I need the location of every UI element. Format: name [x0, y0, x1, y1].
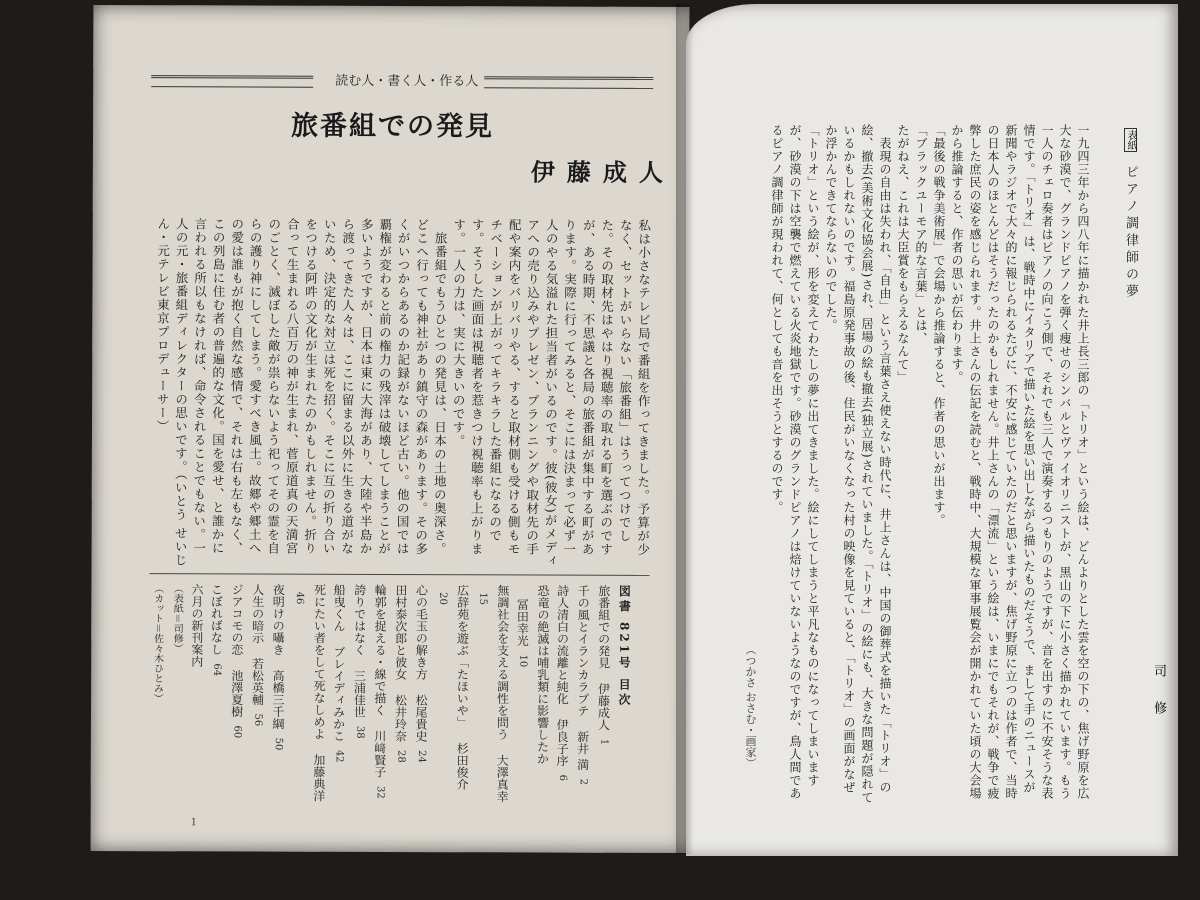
toc-entry — [390, 584, 411, 809]
right-signature: （つかさ おさむ・画家） — [744, 644, 757, 769]
toc-entry — [551, 585, 572, 810]
toc-entry-page: 60 — [231, 725, 243, 739]
series-label: 読む人・書く人・作る人 — [329, 70, 484, 90]
toc-entry-page: 32 — [374, 785, 386, 799]
toc-entry-page: 2 — [577, 778, 589, 785]
toc-entry-author: 伊良子序 — [555, 718, 570, 767]
toc-entry-title: 旅番組での発見 — [596, 584, 611, 669]
toc-entry-author: 伊藤成人 — [596, 682, 611, 731]
page-number: 1 — [190, 817, 198, 829]
toc-entry-page: 24 — [415, 750, 427, 763]
toc-entry — [431, 584, 472, 809]
cover-credit: （表紙＝司修） — [171, 583, 183, 654]
toc-entry-title: 詩人清白の流離と純化 — [555, 584, 570, 705]
toc-entry-author: 川﨑賢子 — [372, 729, 387, 778]
toc-entry-page: 6 — [556, 774, 569, 781]
toc-entry-title: 誇りではなく — [352, 583, 367, 656]
toc-entry-author: 松井玲奈 — [393, 694, 408, 743]
toc-entry — [369, 584, 390, 809]
cover-tag: 表紙 — [1125, 130, 1136, 150]
toc-entry-author: 加藤典洋 — [311, 753, 326, 802]
toc-entry-page: 50 — [272, 737, 284, 751]
right-header — [1100, 128, 1140, 388]
toc-entry-page: 1 — [598, 738, 610, 746]
toc-entry — [511, 584, 552, 809]
left-page — [91, 5, 690, 853]
toc-entry-author: 新井 満 — [575, 730, 590, 771]
toc-entry-author: 冨田幸光 — [515, 598, 530, 647]
toc-entry-page: 28 — [395, 750, 407, 763]
article-title: 旅番組での発見 — [291, 110, 495, 143]
toc-entry-title: 千の風とイランカラプテ — [575, 584, 591, 717]
toc-entry-title: 六月の新刊案内 — [189, 583, 204, 668]
toc-entry-author: ブレイディみかこ — [331, 645, 346, 742]
toc-entry — [288, 584, 329, 809]
toc-entry-title: 輪郭を捉える・線で描く — [372, 583, 388, 716]
table-of-contents — [151, 583, 634, 810]
toc-entry-title: 広辞苑を遊ぶ「たほいや」 — [455, 584, 470, 729]
series-rule-right — [477, 76, 653, 89]
toc-entry — [205, 583, 226, 808]
toc-entry-title: ジアコモの恋 — [229, 583, 245, 656]
toc-entry-title: こぼればなし — [209, 583, 224, 656]
toc-entry — [471, 584, 512, 809]
toc-rule — [149, 573, 649, 576]
toc-entry — [410, 584, 431, 809]
toc-entry-title: 夜明けの囁き — [271, 583, 286, 656]
right-title: ピアノ調律師の夢 — [1123, 165, 1138, 302]
toc-entry — [328, 584, 349, 809]
toc-entry-title: 心の毛玉の解き方 — [414, 584, 429, 681]
toc-entry-title: 人生の暗示 — [250, 583, 265, 644]
toc-entry-author: 若松英輔 — [250, 657, 265, 706]
toc-entry — [226, 583, 247, 808]
toc-entry-author: 高橋三千綱 — [270, 669, 286, 730]
toc-list — [186, 583, 614, 809]
toc-title: 図書 821号 目次 — [617, 584, 632, 709]
series-rule-left — [151, 75, 313, 88]
toc-entry-author: 池澤夏樹 — [229, 669, 244, 718]
article-author: 伊藤成人 — [530, 157, 675, 187]
toc-entry-page: 10 — [517, 654, 529, 668]
toc-entry-title: 田村泰次郎と彼女 — [393, 584, 408, 681]
right-body: 一九四三年から四八年に描かれた井上長三郎の「トリオ」という絵は、どんよりとした雲を空の下の、焦げ野原を広大な砂漠で、グランドピアノを弾く痩せのシンバルとヴァイオリニストが、黒山の下に小さく描かれています。もう一人のチェロ奏者はピアノの向こう側で、それでも三人で演奏するつもりのようですが、音を出すのに不安そうな表情です。「トリオ」は、戦時中にイタリアで描いた絵を思い出しながら描いたものだそうで、まして手のニュースが新聞やラジオで大々的に報じられるたびに、不安に感じていたのだと思いますが、焦げ野原に立つのは作者で、当時の日本人のほとんどはそうだったのかもしれません。井上さんの「漂流」という絵は、いまにでもそれが、戦争で疲弊した庶民の姿を感じられます。井上さんの伝記を読むと、戦時中、大規模な軍事展覧会が開かれていた頃の大会場から推論すると、作者の思いが伝わります。 「最後の戦争美術展」で会場から推論すると、作者の思いが出ます。 「ブラックユーモア的な言葉」とは、 たがねえ、これは大臣賞をもらえるなんて」 表現の自由は失われ、「自由」という言葉さえ使えない時代に、井上さんは、中国の御葬式を描いた「トリオ」の絵、撤去(美術文化協会展)され、居場の絵も撤去(独立展)されていました。「トリオ」の絵にも、大きな問題が隠れているかもしれないのです。福島原発事故の後、住民がいなくなった村の映像を見ていると、「トリオ」の画面がなぜか浮かんできてならないのでした。 「トリオ」という絵が、形を変えてわたしの夢に出てきました。絵にしてしまうと平凡なものになってしまいますが、砂漠の下は空襲で燃えている火炎地獄です。砂漠のグランドピアノは焙けていないようなのですが、鳥人間であるピアノ調律師が現われて、何としても音を出そうとするのです。 — [770, 124, 1090, 804]
toc-entry-title: 死にたい者をして死なしめよ — [312, 583, 327, 740]
toc-entry-page: 42 — [333, 749, 345, 763]
right-page — [686, 4, 1178, 856]
toc-entry-page: 64 — [211, 663, 223, 677]
toc-entry-page: 46 — [293, 591, 305, 605]
toc-entry — [186, 583, 206, 808]
book-gutter — [676, 4, 694, 854]
toc-entry-page: 20 — [437, 592, 449, 605]
toc-entry-page: 38 — [354, 725, 366, 739]
toc-entry-author: 杉田俊介 — [454, 742, 470, 791]
right-author: 司 修 — [1151, 664, 1166, 725]
toc-entry-author: 大澤真幸 — [495, 754, 510, 803]
toc-entry — [246, 584, 267, 809]
toc-entry-author: 三浦佳世 — [352, 669, 367, 718]
toc-entry — [348, 584, 369, 809]
toc-entry — [267, 584, 288, 809]
toc-entry-title: 恐竜の絶滅は哺乳類に影響したか — [535, 584, 551, 765]
toc-entry — [572, 585, 593, 810]
toc-entry-page: 15 — [477, 592, 489, 606]
toc-entry-author: 松尾貴史 — [413, 694, 429, 743]
toc-entry-title: 無調社会を支える調性を問う — [495, 584, 510, 741]
right-author-block — [738, 644, 760, 804]
toc-entry — [592, 585, 613, 810]
toc-entry-title: 船曳くん — [331, 583, 347, 632]
article-body: 私は小さなテレビ局で番組を作ってきました。予算が少なく、セットがいらない「旅番組」はうってつけでした。その取材先はやはり視聴率の取れる町を選ぶのですが、ある時期、不思議と各局の旅番組が集中する町があります。実際に行ってみると、そこには決まって必ず一人のやる気溢れた担当者がいるのです。彼(彼女)がメディアへの売り込みやプレゼン、プランニングや取材先の手配や案内をバリバリやる、すると取材側も受ける側もモチベーションが上がってキラキラした番組になるのです。そうした画面は視聴者を惹きつけ視聴率も上がります。一人の力は、実に大きいのです。 旅番組でもうひとつの発見は、日本の土地の奥深さ。どこへ行っても神社があり鎮守の森があります。その多くがいつからあるのか記録がないほど古い。他の国では覇権が変わると前の権力の残滓は破壊してしまうことが多いようですが、日本は東に大海があり、大陸や半島から渡ってきた人々は、ここに留まる以外に生きる道がないため、決定的な対立は死を招く。そこに互の折り合いをつける阿吽の文化が生まれたのかもしれません。折り合って生まれる八百万の神が生まれ、菅原道真の天満宮のごとく、滅ぼした敵が祟らないよう祀ってその霊を自らの護り神にしてしまう。愛すべき風土。故郷や郷土への愛は誰もが抱く自然な感情で、それは右も左もなく、この列島に住む者の普遍的な文化。国を愛せ、と誰かに言われる所以もなければ、命令されることでもない。一人の元・旅番組ディレクターの思いです。（いとう せいじん・元テレビ東京プロデューサー） — [154, 217, 652, 568]
cut-credit: （カット＝佐々木ひとみ） — [151, 583, 163, 704]
toc-entry-page: 56 — [252, 713, 264, 727]
